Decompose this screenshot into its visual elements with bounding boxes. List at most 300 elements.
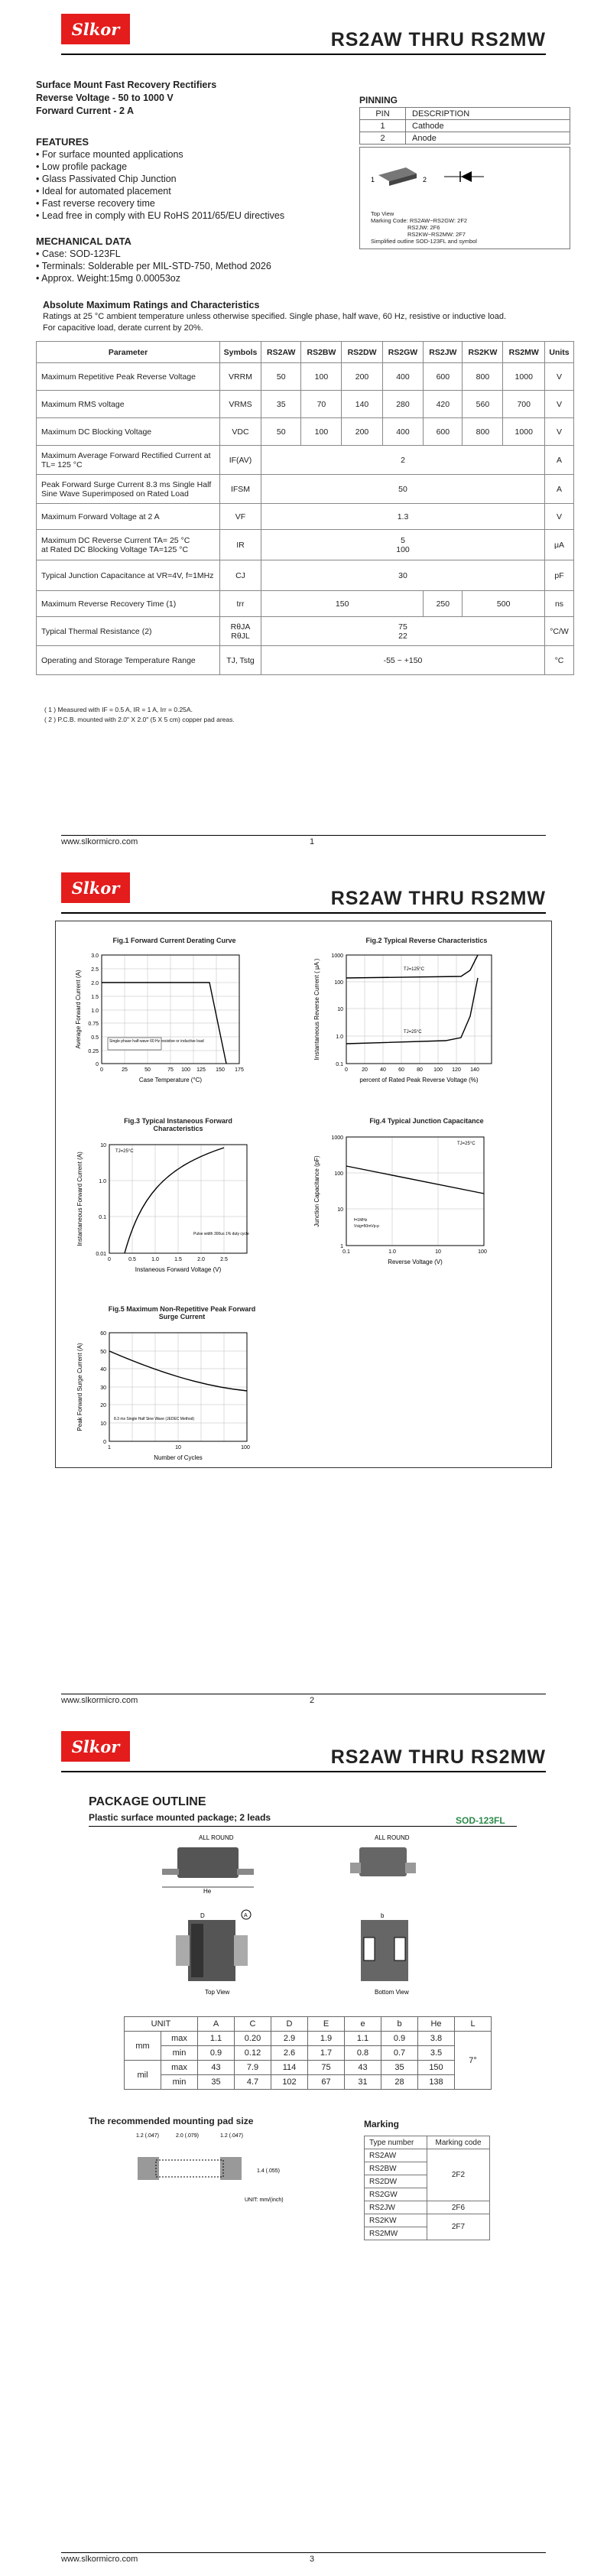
value-cell: 800 — [463, 418, 503, 446]
unit-cell: μA — [545, 530, 574, 560]
col-header: e — [345, 2017, 381, 2032]
value-cell: 0.8 — [345, 2046, 381, 2061]
pad-dim-2: 2.0 (.079) — [176, 2133, 199, 2139]
marking-code-1: Marking Code: RS2AW~RS2GW: 2F2 — [371, 217, 468, 224]
col-header: Marking code — [427, 2136, 490, 2149]
svg-text:125: 125 — [196, 1067, 206, 1073]
pin-number: 2 — [360, 132, 406, 145]
footnote-2: ( 2 ) P.C.B. mounted with 2.0" X 2.0" (5 X 5 cm) copper pad areas. — [44, 716, 235, 723]
col-header: Type number — [365, 2136, 427, 2149]
value-cell: 1000 — [503, 363, 545, 391]
unit-cell: mil — [125, 2061, 161, 2090]
marking-heading: Marking — [364, 2119, 400, 2129]
table-row — [37, 418, 574, 446]
svg-text:0.25: 0.25 — [88, 1049, 99, 1054]
pad-heading: The recommended mounting pad size — [89, 2116, 254, 2126]
fig4-label-c: Vsig=50mVp-p — [354, 1224, 379, 1229]
value-cell: 100 — [301, 418, 342, 446]
col-header: Symbols — [220, 342, 261, 363]
symbol-line: RθJA — [230, 622, 251, 632]
fig3-xlabel: Instaneous Forward Voltage (V) — [135, 1266, 222, 1273]
col-header: RS2KW — [463, 342, 503, 363]
svg-text:1: 1 — [340, 1244, 343, 1249]
value-cell: 35 — [381, 2061, 418, 2075]
pkg-heading: PACKAGE OUTLINE — [89, 1795, 206, 1808]
value-cell: 200 — [342, 363, 382, 391]
fig4-label-b: f=1MHz — [354, 1218, 368, 1223]
doc-title: RS2AW THRU RS2MW — [330, 29, 546, 50]
intro-line3: Forward Current - 2 A — [36, 106, 135, 116]
value-cell: 0.9 — [381, 2032, 418, 2046]
value-cell: 600 — [424, 418, 463, 446]
doc-title: RS2AW THRU RS2MW — [330, 888, 546, 909]
svg-text:140: 140 — [470, 1067, 479, 1073]
feature-item: • Lead free in comply with EU RoHS 2011/65/EU directives — [36, 210, 285, 221]
col-header: RS2BW — [301, 342, 342, 363]
svg-text:60: 60 — [100, 1331, 106, 1337]
col-header: RS2JW — [424, 342, 463, 363]
pkg-rule — [89, 1826, 517, 1827]
row-label: max — [161, 2032, 198, 2046]
symbol-cell: IR — [220, 530, 261, 560]
value-cell: 114 — [271, 2061, 308, 2075]
col-header: D — [271, 2017, 308, 2032]
value-cell: 700 — [503, 391, 545, 418]
unit-cell: mm — [125, 2032, 161, 2061]
param-cell: Operating and Storage Temperature Range — [37, 646, 220, 675]
website-link[interactable]: www.slkormicro.com — [61, 2555, 138, 2564]
pin-desc: Anode — [406, 132, 570, 145]
value-line: 100 — [396, 544, 410, 554]
page-1 — [0, 0, 607, 859]
pad-unit-label: UNIT: mm/(inch) — [245, 2198, 284, 2203]
svg-text:1.5: 1.5 — [91, 995, 99, 1000]
value-cell: 102 — [271, 2075, 308, 2090]
table-row — [37, 617, 574, 646]
svg-text:0: 0 — [345, 1067, 348, 1073]
fig1-chart — [71, 947, 293, 1093]
value-cell: 0.7 — [381, 2046, 418, 2061]
allround-label-1: ALL ROUND — [199, 1834, 234, 1841]
pkg-code: SOD-123FL — [456, 1815, 505, 1826]
svg-text:0.01: 0.01 — [96, 1252, 106, 1257]
svg-text:100: 100 — [433, 1067, 443, 1073]
table-row — [37, 560, 574, 591]
unit-cell: V — [545, 391, 574, 418]
fig3-ylabel: Instantaneous Forward Current (A) — [76, 1152, 83, 1246]
svg-text:A: A — [244, 1913, 248, 1918]
brand-logo: Slkor — [61, 1731, 130, 1762]
param-cell: Maximum RMS voltage — [37, 391, 220, 418]
pin-col-header: PIN — [360, 108, 406, 120]
svg-text:1.0: 1.0 — [336, 1035, 343, 1040]
value-cell: 1.1 — [198, 2032, 235, 2046]
value-cell: 1.7 — [308, 2046, 345, 2061]
type-cell: RS2KW — [365, 2214, 427, 2227]
value-cell: 30 — [261, 560, 545, 591]
value-cell: 50 — [261, 363, 301, 391]
pinning-table — [359, 107, 570, 145]
type-cell: RS2MW — [365, 2227, 427, 2240]
website-link[interactable]: www.slkormicro.com — [61, 837, 138, 846]
param-cell: Typical Thermal Resistance (2) — [37, 617, 220, 646]
param-cell — [37, 530, 220, 560]
marking-code-3: RS2KW~RS2MW: 2F7 — [407, 231, 466, 238]
value-cell: 0.9 — [198, 2046, 235, 2061]
svg-text:2: 2 — [423, 176, 427, 184]
unit-cell: A — [545, 446, 574, 475]
value-cell: 280 — [382, 391, 424, 418]
mech-list — [36, 248, 271, 284]
value-cell: 400 — [382, 418, 424, 446]
svg-text:1000: 1000 — [331, 1135, 343, 1141]
value-cell: 35 — [261, 391, 301, 418]
symbol-cell: VF — [220, 504, 261, 530]
code-cell: 2F2 — [427, 2149, 490, 2201]
doc-title: RS2AW THRU RS2MW — [330, 1746, 546, 1768]
row-label: min — [161, 2046, 198, 2061]
fig4-label-a: TJ=25°C — [457, 1142, 476, 1146]
marking-code-2: RS2JW: 2F6 — [407, 224, 440, 231]
table-row — [37, 475, 574, 504]
unit-cell: °C/W — [545, 617, 574, 646]
symbol-cell: VDC — [220, 418, 261, 446]
package-drawings — [115, 1832, 512, 2016]
col-header: b — [381, 2017, 418, 2032]
page-number: 2 — [310, 1696, 315, 1705]
col-header: RS2AW — [261, 342, 301, 363]
mech-item: • Terminals: Solderable per MIL-STD-750, Method 2026 — [36, 261, 271, 271]
brand-logo: Slkor — [61, 872, 130, 903]
fig3-title: Fig.3 Typical Instaneous Forward Characteristics — [124, 1117, 232, 1132]
value-cell: 43 — [198, 2061, 235, 2075]
fig2-ylabel: Instantaneous Reverse Current ( μA ) — [313, 958, 320, 1061]
website-link[interactable]: www.slkormicro.com — [61, 1696, 138, 1705]
code-cell: 2F6 — [427, 2201, 490, 2214]
mech-item: • Approx. Weight:15mg 0.00053oz — [36, 273, 180, 284]
row-label: min — [161, 2075, 198, 2090]
value-cell: -55 ~ +150 — [261, 646, 545, 675]
svg-text:3.0: 3.0 — [91, 953, 99, 959]
pin-desc: Cathode — [406, 120, 570, 132]
features-heading: FEATURES — [36, 136, 89, 148]
value-cell: 7.9 — [235, 2061, 271, 2075]
bottom-view-label: Bottom View — [375, 1989, 409, 1996]
allround-label-2: ALL ROUND — [375, 1834, 410, 1841]
outline-note: Simplified outline SOD-123FL and symbol — [371, 238, 477, 245]
value-cell — [261, 617, 545, 646]
symbol-cell: IF(AV) — [220, 446, 261, 475]
svg-text:0: 0 — [96, 1062, 99, 1067]
intro-line2: Reverse Voltage - 50 to 1000 V — [36, 93, 174, 103]
feature-item: • Glass Passivated Chip Junction — [36, 174, 177, 184]
fig1-note: Single phase half-wave 60 Hz resistive or inductive load — [109, 1039, 204, 1044]
value-cell: 50 — [261, 475, 545, 504]
unit-cell: ns — [545, 591, 574, 617]
marking-table — [364, 2136, 490, 2240]
svg-text:2.5: 2.5 — [91, 967, 99, 973]
angle-cell: 7° — [455, 2032, 492, 2090]
table-row — [37, 530, 574, 560]
svg-text:0.1: 0.1 — [336, 1062, 343, 1067]
fig4-title: Fig.4 Typical Junction Capacitance — [369, 1117, 484, 1125]
value-cell: 600 — [424, 363, 463, 391]
value-cell: 35 — [198, 2075, 235, 2090]
fig4-ylabel: Junction Capacitance (pF) — [313, 1155, 320, 1227]
col-header: He — [418, 2017, 455, 2032]
svg-text:175: 175 — [235, 1067, 244, 1073]
svg-text:1.0: 1.0 — [151, 1257, 159, 1262]
fig5-title: Fig.5 Maximum Non-Repetitive Peak Forward Surge Current — [108, 1305, 256, 1320]
value-cell: 200 — [342, 418, 382, 446]
value-cell: 43 — [345, 2061, 381, 2075]
value-cell: 4.7 — [235, 2075, 271, 2090]
fig2-chart — [308, 947, 537, 1093]
fig3-label-b: Pulse width 300us 1% duty cycle — [193, 1232, 249, 1236]
package-outline-box — [359, 147, 570, 249]
type-cell: RS2BW — [365, 2162, 427, 2175]
symbol-cell: TJ, Tstg — [220, 646, 261, 675]
svg-text:75: 75 — [167, 1067, 174, 1073]
svg-text:100: 100 — [478, 1249, 487, 1255]
symbol-cell: IFSM — [220, 475, 261, 504]
value-cell: 150 — [418, 2061, 455, 2075]
fig2-label-b: TJ=25°C — [404, 1030, 422, 1035]
value-cell: 31 — [345, 2075, 381, 2090]
svg-text:25: 25 — [122, 1067, 128, 1073]
param-cell: Maximum Reverse Recovery Time (1) — [37, 591, 220, 617]
value-line: 22 — [398, 631, 407, 641]
col-header: E — [308, 2017, 345, 2032]
footnote-1: ( 1 ) Measured with IF = 0.5 A, IR = 1 A, Irr = 0.25A. — [44, 706, 193, 713]
top-view-label: Top View — [371, 210, 394, 217]
svg-text:D: D — [200, 1912, 205, 1919]
value-cell: 70 — [301, 391, 342, 418]
value-cell: 0.20 — [235, 2032, 271, 2046]
col-header: Parameter — [37, 342, 220, 363]
svg-text:1.5: 1.5 — [174, 1257, 182, 1262]
fig5-chart — [71, 1325, 293, 1470]
value-cell: 250 — [424, 591, 463, 617]
svg-text:1: 1 — [371, 176, 375, 184]
svg-text:1000: 1000 — [331, 953, 343, 959]
symbol-cell: CJ — [220, 560, 261, 591]
type-cell: RS2AW — [365, 2149, 427, 2162]
value-cell: 50 — [261, 418, 301, 446]
svg-text:50: 50 — [100, 1350, 106, 1355]
symbol-cell: trr — [220, 591, 261, 617]
type-cell: RS2JW — [365, 2201, 427, 2214]
mech-heading: MECHANICAL DATA — [36, 236, 131, 247]
svg-text:He: He — [203, 1888, 212, 1895]
type-cell: RS2DW — [365, 2175, 427, 2188]
pad-dim-1: 1.2 (.047) — [136, 2133, 159, 2139]
value-cell — [261, 530, 545, 560]
table-row — [37, 363, 574, 391]
fig4-xlabel: Reverse Voltage (V) — [388, 1259, 443, 1265]
value-cell: 420 — [424, 391, 463, 418]
param-line: Maximum DC Reverse Current TA= 25 °C — [41, 535, 190, 545]
unit-cell: V — [545, 504, 574, 530]
svg-text:100: 100 — [334, 980, 343, 986]
value-cell: 67 — [308, 2075, 345, 2090]
table-row — [37, 591, 574, 617]
symbol-cell: VRRM — [220, 363, 261, 391]
pad-dim-3: 1.2 (.047) — [220, 2133, 243, 2139]
svg-text:0.75: 0.75 — [88, 1022, 99, 1027]
pad-dim-4: 1.4 (.055) — [257, 2168, 280, 2174]
value-cell: 3.5 — [418, 2046, 455, 2061]
value-cell: 400 — [382, 363, 424, 391]
svg-text:40: 40 — [100, 1367, 106, 1372]
top-view-label: Top View — [205, 1989, 230, 1996]
value-cell: 1000 — [503, 418, 545, 446]
value-cell: 138 — [418, 2075, 455, 2090]
feature-item: • Fast reverse recovery time — [36, 198, 155, 209]
param-line: at Rated DC Blocking Voltage TA=125 °C — [41, 544, 189, 554]
fig4-chart — [308, 1129, 537, 1282]
fig1-xlabel: Case Temperature (°C) — [138, 1077, 203, 1083]
svg-text:2.5: 2.5 — [220, 1257, 228, 1262]
features-list — [36, 148, 284, 222]
fig3-label-a: TJ=25°C — [115, 1149, 134, 1154]
page-header — [61, 1731, 546, 1772]
svg-text:10: 10 — [100, 1421, 106, 1427]
symbol-line: RθJL — [231, 631, 250, 641]
col-header: A — [198, 2017, 235, 2032]
value-cell: 560 — [463, 391, 503, 418]
table-row — [37, 391, 574, 418]
desc-col-header: DESCRIPTION — [406, 108, 570, 120]
fig2-xlabel: percent of Rated Peak Reverse Voltage (%) — [359, 1077, 479, 1083]
ratings-table — [36, 341, 574, 675]
page-header — [61, 14, 546, 55]
svg-text:2.0: 2.0 — [197, 1257, 205, 1262]
feature-item: • For surface mounted applications — [36, 149, 183, 160]
value-cell: 500 — [463, 591, 545, 617]
value-cell: 1.3 — [261, 504, 545, 530]
svg-text:100: 100 — [181, 1067, 190, 1073]
value-line: 75 — [398, 622, 407, 632]
col-header: C — [235, 2017, 271, 2032]
intro-line1: Surface Mount Fast Recovery Rectifiers — [36, 80, 217, 90]
page-header — [61, 872, 546, 914]
page-footer — [61, 2552, 546, 2564]
pinning-heading: PINNING — [359, 95, 398, 106]
table-row — [37, 504, 574, 530]
svg-text:50: 50 — [144, 1067, 151, 1073]
svg-text:10: 10 — [175, 1445, 181, 1450]
value-cell: 75 — [308, 2061, 345, 2075]
col-header: RS2DW — [342, 342, 382, 363]
svg-text:120: 120 — [452, 1067, 461, 1073]
feature-item: • Ideal for automated placement — [36, 186, 171, 197]
svg-text:0: 0 — [103, 1440, 106, 1445]
value-cell: 100 — [301, 363, 342, 391]
svg-text:80: 80 — [417, 1067, 423, 1073]
svg-text:1.0: 1.0 — [91, 1009, 99, 1014]
param-cell: Maximum Repetitive Peak Reverse Voltage — [37, 363, 220, 391]
unit-cell: V — [545, 418, 574, 446]
svg-text:150: 150 — [216, 1067, 225, 1073]
col-header: UNIT — [125, 2017, 198, 2032]
svg-text:0: 0 — [100, 1067, 103, 1073]
package-symbol-icon — [360, 148, 571, 209]
page-number: 1 — [310, 837, 315, 846]
fig5-note: 8.3 ms Single Half Sine Wave (JEDEC Method) — [114, 1417, 195, 1421]
type-cell: RS2GW — [365, 2188, 427, 2201]
fig1-title: Fig.1 Forward Current Derating Curve — [112, 937, 236, 944]
row-label: max — [161, 2061, 198, 2075]
pkg-subheading: Plastic surface mounted package; 2 leads — [89, 1812, 271, 1823]
svg-text:1.0: 1.0 — [99, 1179, 106, 1184]
value-cell: 0.12 — [235, 2046, 271, 2061]
feature-item: • Low profile package — [36, 161, 128, 172]
charts-frame — [55, 921, 552, 1468]
fig2-title: Fig.2 Typical Reverse Characteristics — [365, 937, 488, 944]
ratings-note-2: For capacitive load, derate current by 20%. — [43, 323, 203, 333]
value-cell: 2 — [261, 446, 545, 475]
svg-text:0.5: 0.5 — [91, 1035, 99, 1041]
table-row — [37, 446, 574, 475]
param-cell: Maximum DC Blocking Voltage — [37, 418, 220, 446]
unit-cell: V — [545, 363, 574, 391]
svg-text:0.1: 0.1 — [342, 1249, 350, 1255]
param-cell: Typical Junction Capacitance at VR=4V, f=1MHz — [37, 560, 220, 591]
page-number: 3 — [310, 2555, 315, 2564]
svg-text:10: 10 — [435, 1249, 441, 1255]
value-cell: 2.6 — [271, 2046, 308, 2061]
page-footer — [61, 835, 546, 846]
ratings-heading: Absolute Maximum Ratings and Characteristics — [43, 300, 260, 310]
fig1-ylabel: Average Forward Current (A) — [75, 970, 82, 1049]
svg-text:100: 100 — [241, 1445, 250, 1450]
svg-text:0: 0 — [108, 1257, 111, 1262]
col-header: RS2GW — [382, 342, 424, 363]
value-cell: 3.8 — [418, 2032, 455, 2046]
svg-text:40: 40 — [380, 1067, 386, 1073]
svg-text:1: 1 — [108, 1445, 111, 1450]
value-cell: 1.9 — [308, 2032, 345, 2046]
symbol-cell: VRMS — [220, 391, 261, 418]
fig5-xlabel: Number of Cycles — [154, 1454, 203, 1461]
brand-logo: Slkor — [61, 14, 130, 44]
svg-text:0.5: 0.5 — [128, 1257, 136, 1262]
param-cell: Peak Forward Surge Current 8.3 ms Single Half Sine Wave Superimposed on Rated Load — [37, 475, 220, 504]
value-cell: 150 — [261, 591, 424, 617]
svg-text:b: b — [381, 1912, 385, 1919]
unit-cell: °C — [545, 646, 574, 675]
ratings-note-1: Ratings at 25 °C ambient temperature unless otherwise specified. Single phase, half wave, 60 Hz, resistive or inductive load. — [43, 312, 507, 321]
col-header: RS2MW — [503, 342, 545, 363]
pad-layout-diagram — [115, 2129, 313, 2206]
param-cell: Maximum Forward Voltage at 2 A — [37, 504, 220, 530]
svg-text:10: 10 — [337, 1007, 343, 1012]
svg-text:1.0: 1.0 — [388, 1249, 396, 1255]
value-cell: 2.9 — [271, 2032, 308, 2046]
fig5-ylabel: Peak Forward Surge Current (A) — [76, 1343, 83, 1431]
value-cell: 1.1 — [345, 2032, 381, 2046]
svg-text:0.1: 0.1 — [99, 1215, 106, 1220]
svg-text:30: 30 — [100, 1385, 106, 1391]
pin-number: 1 — [360, 120, 406, 132]
svg-text:20: 20 — [362, 1067, 368, 1073]
svg-text:20: 20 — [100, 1403, 106, 1408]
dimensions-table — [124, 2016, 492, 2090]
fig3-chart — [71, 1137, 293, 1282]
value-cell: 140 — [342, 391, 382, 418]
code-cell: 2F7 — [427, 2214, 490, 2240]
